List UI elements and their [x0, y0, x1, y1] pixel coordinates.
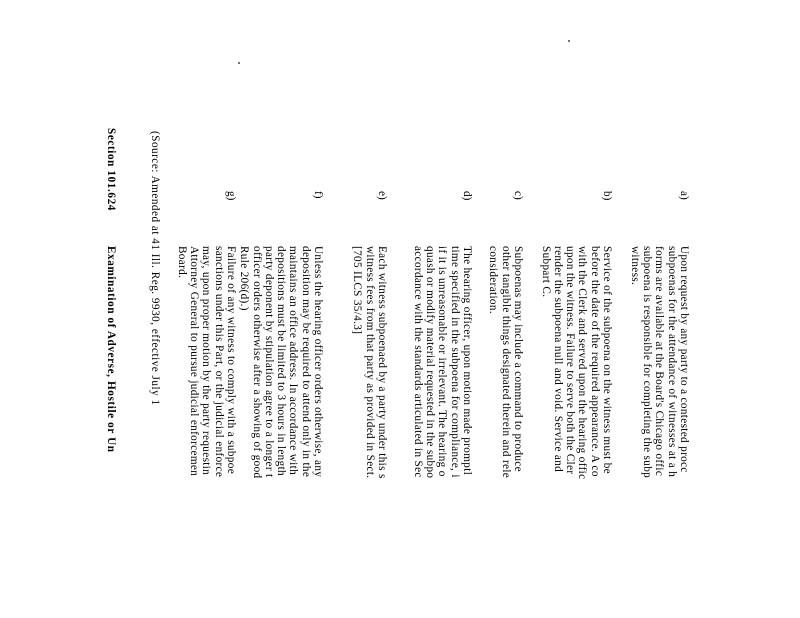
text-line: forms are available at the Board's Chicago offic	[653, 246, 666, 477]
text-line: before the date of the required appearance. A co	[588, 246, 601, 477]
subsection-label: d)	[461, 191, 473, 201]
text-line: Attorney General to pursue judicial enforcemen	[188, 246, 201, 477]
text-line: Service of the subpoena on the witness must be	[601, 246, 613, 474]
subsection-label: b)	[601, 191, 613, 201]
text-line: witness.	[628, 246, 641, 286]
source-note: (Source: Amended at 41 Ill. Reg. 9930, effective July 1	[149, 131, 161, 406]
text-line: Failure of any witness to comply with a subpoe	[225, 246, 237, 475]
text-line: Each witness subpoenaed by a party under this s	[376, 246, 388, 479]
text-line: deposition may be required to attend only in the	[299, 246, 312, 478]
subsection-text	[412, 246, 473, 618]
scan-speck	[238, 62, 240, 64]
section-heading	[105, 128, 117, 618]
text-line: subpoenas for the attendance of witnesses at a h	[665, 246, 678, 478]
subsection-label: g)	[225, 191, 237, 201]
text-line: Unless the hearing officer orders otherwise, any	[312, 246, 324, 478]
subsection-text	[351, 246, 388, 618]
text-line: depositions must be limited to 3 hours in length	[275, 246, 288, 476]
text-line: Subpart C.	[539, 246, 552, 298]
text-line: subpoena is responsible for completing the subp	[641, 246, 654, 479]
subsection-text	[238, 246, 324, 618]
text-line: Rule 206(d).)	[238, 246, 251, 311]
text-line: officer orders otherwise after a showing of good	[250, 246, 263, 479]
text-line: Board.	[175, 246, 188, 279]
text-line: time specified in the subpoena for compliance, i	[448, 246, 461, 478]
text-line: sanctions under this Part, or the judicial enforce	[212, 246, 225, 478]
section-number: Section 101.624	[105, 128, 117, 211]
text-line: Subpoenas may include a command to produce	[512, 246, 524, 472]
subsection-text	[629, 246, 690, 618]
text-line: upon the witness. Failure to serve both the Cler	[564, 246, 577, 475]
text-line: quash or modify material requested in the subpo	[424, 246, 437, 479]
scan-speck	[568, 40, 570, 42]
text-line: [705 ILCS 35/4.3]	[351, 246, 364, 335]
text-line: witness fees from that party as provided in Sect.	[363, 246, 376, 479]
subsection-label: f)	[312, 191, 324, 199]
text-line: if it is unreasonable or irrelevant. The hearing o	[436, 246, 449, 477]
text-line: may, upon proper motion by the party requestin	[200, 246, 213, 476]
subsection-text	[539, 246, 613, 618]
text-line: other tangible things designated therein and rele	[499, 246, 512, 479]
subsection-label: a)	[678, 191, 690, 200]
subsection-label: c)	[512, 191, 524, 200]
subsection-label: e)	[376, 191, 388, 200]
text-line: Upon request by any party to a contested procc	[678, 246, 690, 473]
subsection-text	[176, 246, 237, 618]
text-line: party deponent by stipulation agree to a longer t	[262, 246, 275, 478]
text-line: consideration.	[487, 246, 500, 314]
text-line: accordance with the standards articulated in Sec	[411, 246, 424, 478]
subsection-text	[487, 246, 524, 618]
text-line: maintains an office address. In accordance with	[287, 246, 300, 476]
text-line: render the subpoena null and void. Service and	[551, 246, 564, 473]
text-line: with the Clerk and served upon the hearing offic	[576, 246, 589, 480]
section-title: Examination of Adverse, Hostile or Un	[105, 246, 117, 453]
text-line: The hearing officer, upon motion made promptl	[461, 246, 473, 476]
